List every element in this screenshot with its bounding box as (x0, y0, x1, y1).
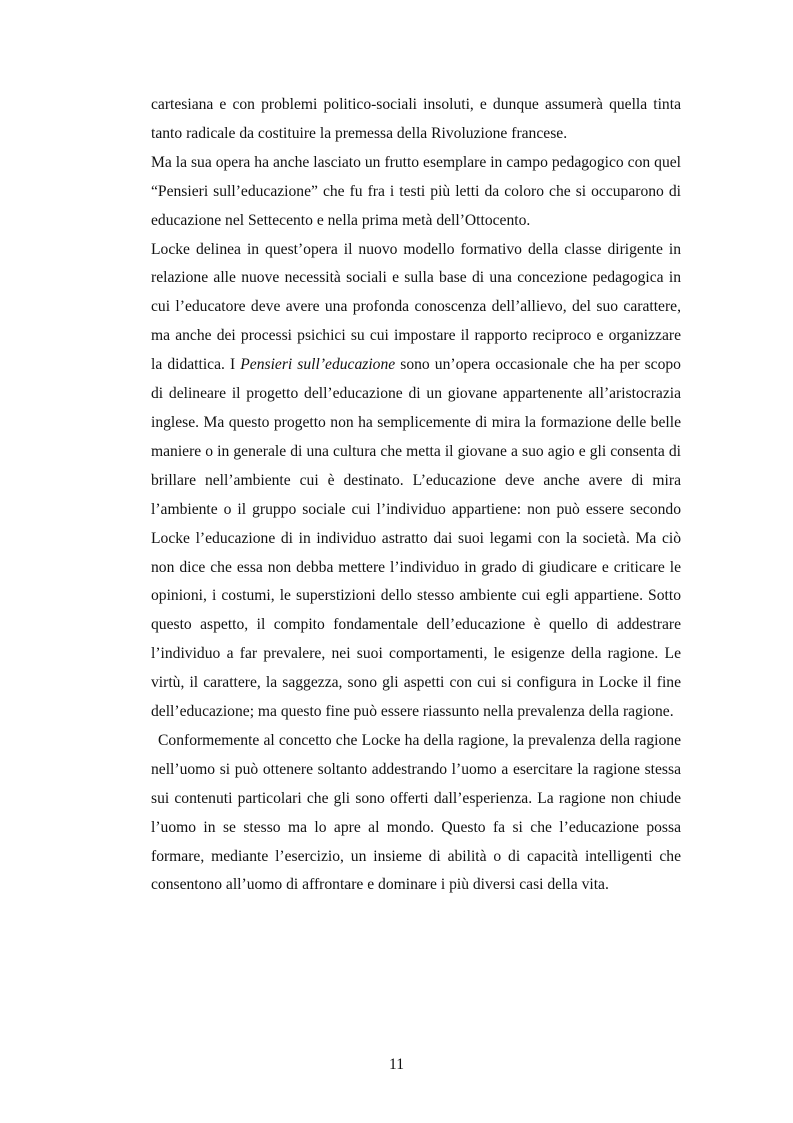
paragraph-3-text-after: sono un’opera occasionale che ha per scopo di delineare il progetto dell’educazione di un giovane appartenente all’aristocrazia inglese. Ma questo progetto non ha semplicemente di mira la formazione delle belle maniere o in generale di una cultura che metta il giovane a suo agio e gli consenta di brillare nell’ambiente cui è destinato. L’educazione deve anche avere di mira l’ambiente o il gruppo sociale cui l’individuo appartiene: non può essere secondo Locke l’educazione di in individuo astratto dai suoi legami con la società. Ma ciò non dice che essa non debba mettere l’individuo in grado di giudicare e criticare le opinioni, i costumi, le superstizioni dello stesso ambiente cui egli appartiene. Sotto questo aspetto, il compito fondamentale dell’educazione è quello di addestrare l’individuo a far prevalere, nei suoi comportamenti, le esigenze della ragione. Le virtù, il carattere, la saggezza, sono gli aspetti con cui si configura in Locke il fine dell’educazione; ma questo fine può essere riassunto nella prevalenza della ragione. (151, 356, 681, 721)
paragraph-3-text-before: Locke delinea in quest’opera il nuovo modello formativo della classe dirigente in relazione alle nuove necessità sociali e sulla base di una concezione pedagogica in cui l’educatore deve avere una profonda conoscenza dell’allievo, del suo carattere, ma anche dei processi psichici su cui impostare il rapporto reciproco e organizzare la didattica. I (151, 240, 681, 374)
paragraph-1: cartesiana e con problemi politico-sociali insoluti, e dunque assumerà quella tinta tanto radicale da costituire la premessa della Rivoluzione francese. (151, 96, 681, 142)
body-text (151, 91, 681, 900)
paragraph-4: Conformemente al concetto che Locke ha della ragione, la prevalenza della ragione nell’uomo si può ottenere soltanto addestrando l’uomo a esercitare la ragione stessa sui contenuti particolari che gli sono offerti dall’esperienza. La ragione non chiude l’uomo in se stesso ma lo apre al mondo. Questo fa si che l’educazione possa formare, mediante l’esercizio, un insieme di abilità o di capacità intelligenti che consentono all’uomo di affrontare e dominare i più diversi casi della vita. (151, 731, 681, 894)
book-title-italic: Pensieri sull’educazione (240, 356, 396, 374)
paragraph-3 (151, 236, 681, 727)
paragraph-2: Ma la sua opera ha anche lasciato un frutto esemplare in campo pedagogico con quel “Pensieri sull’educazione” che fu fra i testi più letti da coloro che si occuparono di educazione nel Settecento e nella prima metà dell’Ottocento. (151, 153, 681, 229)
page-number: 11 (388, 1056, 404, 1073)
